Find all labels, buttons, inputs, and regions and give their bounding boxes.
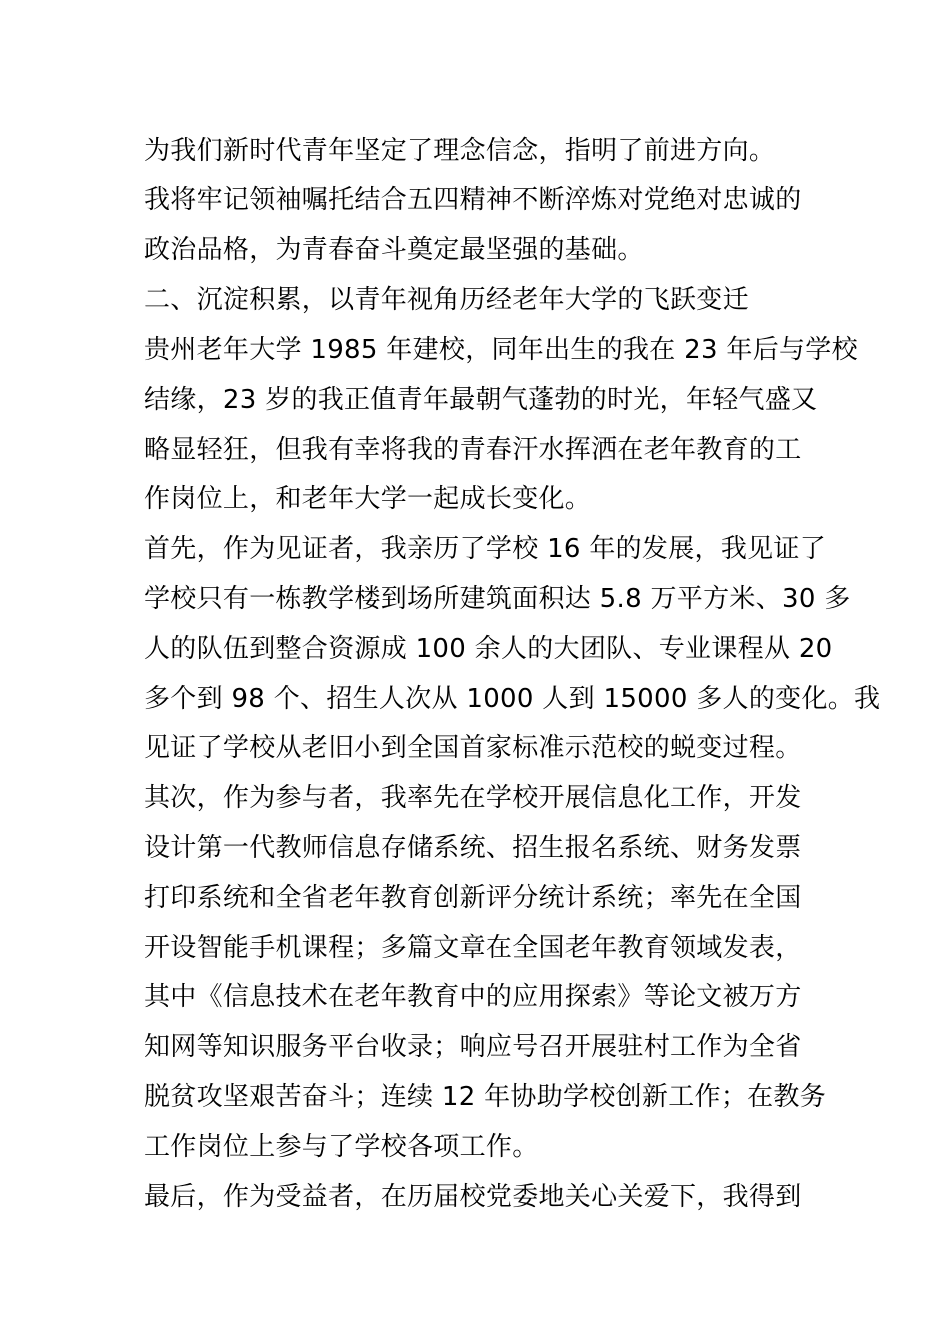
text-line: 人的队伍到整合资源成 100 余人的大团队、专业课程从 20	[144, 634, 833, 664]
text-line: 多个到 98 个、招生人次从 1000 人到 15000 多人的变化。我	[144, 684, 881, 714]
text-line: 作岗位上，和老年大学一起成长变化。	[144, 484, 592, 514]
text-line: 开设智能手机课程；多篇文章在全国老年教育领域发表，	[144, 933, 802, 963]
text-line: 打印系统和全省老年教育创新评分统计系统；率先在全国	[144, 883, 802, 913]
text-line: 结缘，23 岁的我正值青年最朝气蓬勃的时光，年轻气盛又	[144, 385, 818, 415]
text-line: 首先，作为见证者，我亲历了学校 16 年的发展，我见证了	[144, 534, 827, 564]
text-line: 政治品格，为青春奋斗奠定最坚强的基础。	[144, 235, 644, 265]
text-line: 工作岗位上参与了学校各项工作。	[144, 1132, 539, 1162]
text-line: 见证了学校从老旧小到全国首家标准示范校的蜕变过程。	[144, 733, 802, 763]
text-line: 贵州老年大学 1985 年建校，同年出生的我在 23 年后与学校	[144, 335, 858, 365]
text-line: 脱贫攻坚艰苦奋斗；连续 12 年协助学校创新工作；在教务	[144, 1082, 827, 1112]
text-line: 最后，作为受益者，在历届校党委地关心关爱下，我得到	[144, 1182, 802, 1212]
section-heading: 二、沉淀积累，以青年视角历经老年大学的飞跃变迁	[144, 285, 749, 315]
text-line: 设计第一代教师信息存储系统、招生报名系统、财务发票	[144, 833, 802, 863]
text-line: 为我们新时代青年坚定了理念信念，指明了前进方向。	[144, 136, 776, 166]
text-line: 其次，作为参与者，我率先在学校开展信息化工作，开发	[144, 783, 802, 813]
text-line: 我将牢记领袖嘱托结合五四精神不断淬炼对党绝对忠诚的	[144, 185, 802, 215]
text-line: 其中《信息技术在老年教育中的应用探索》等论文被万方	[144, 982, 802, 1012]
text-line: 知网等知识服务平台收录；响应号召开展驻村工作为全省	[144, 1032, 802, 1062]
text-line: 学校只有一栋教学楼到场所建筑面积达 5.8 万平方米、30 多	[144, 584, 851, 614]
text-line: 略显轻狂，但我有幸将我的青春汗水挥洒在老年教育的工	[144, 435, 802, 465]
